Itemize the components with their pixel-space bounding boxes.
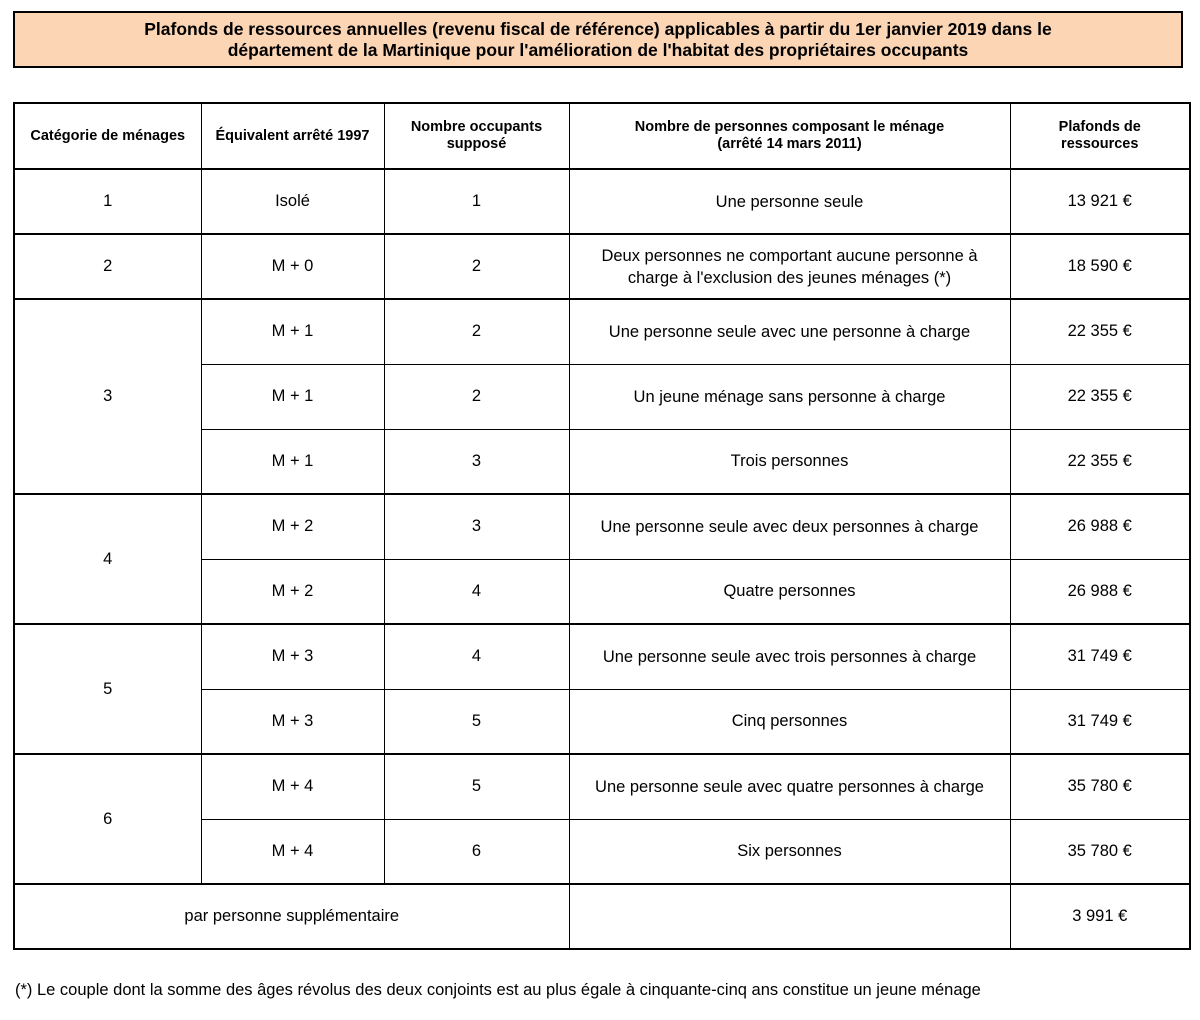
description-cell: Une personne seule avec quatre personnes à charge: [569, 754, 1010, 819]
category-cell: 1: [14, 169, 201, 234]
table-row: [14, 169, 1190, 234]
equivalent-cell: M + 3: [201, 689, 384, 754]
occupants-cell: 2: [384, 364, 569, 429]
description-cell: Une personne seule: [569, 169, 1010, 234]
header-equivalent: Équivalent arrêté 1997: [201, 103, 384, 169]
plafond-cell: 31 749 €: [1010, 624, 1190, 689]
category-cell: 4: [14, 494, 201, 624]
description-line-1: Deux personnes ne comportant aucune personne à: [601, 246, 978, 265]
occupants-cell: 3: [384, 429, 569, 494]
plafond-cell: 26 988 €: [1010, 559, 1190, 624]
header-occupants-line-2: supposé: [446, 136, 507, 152]
category-cell: 5: [14, 624, 201, 754]
table-header-row: [14, 103, 1190, 169]
occupants-cell: 1: [384, 169, 569, 234]
equivalent-cell: M + 1: [201, 299, 384, 364]
occupants-cell: 3: [384, 494, 569, 559]
description-cell: Trois personnes: [569, 429, 1010, 494]
footnote: (*) Le couple dont la somme des âges révolus des deux conjoints est au plus égale à cinquante-cinq ans constitue un jeune ménage: [15, 981, 981, 999]
plafond-cell: 35 780 €: [1010, 754, 1190, 819]
supplement-row: [14, 884, 1190, 949]
description-line-2: charge à l'exclusion des jeunes ménages (*): [627, 268, 952, 287]
description-cell: Cinq personnes: [569, 689, 1010, 754]
plafond-cell: 18 590 €: [1010, 234, 1190, 299]
occupants-cell: 5: [384, 689, 569, 754]
equivalent-cell: M + 3: [201, 624, 384, 689]
occupants-cell: 6: [384, 819, 569, 884]
header-personnes: [569, 103, 1010, 169]
description-cell: Six personnes: [569, 819, 1010, 884]
table-row: [14, 754, 1190, 819]
plafonds-table: [13, 102, 1191, 950]
table-row: [14, 234, 1190, 299]
title-line-2: département de la Martinique pour l'amélioration de l'habitat des propriétaires occupants: [227, 39, 969, 60]
equivalent-cell: M + 1: [201, 429, 384, 494]
plafond-cell: 35 780 €: [1010, 819, 1190, 884]
equivalent-cell: M + 2: [201, 494, 384, 559]
page-title: [13, 11, 1183, 68]
category-cell: 2: [14, 234, 201, 299]
occupants-cell: 2: [384, 299, 569, 364]
occupants-cell: 5: [384, 754, 569, 819]
occupants-cell: 4: [384, 624, 569, 689]
equivalent-cell: M + 2: [201, 559, 384, 624]
equivalent-cell: M + 0: [201, 234, 384, 299]
header-personnes-line-1: Nombre de personnes composant le ménage: [634, 119, 945, 135]
category-cell: 6: [14, 754, 201, 884]
title-line-1: Plafonds de ressources annuelles (revenu fiscal de référence) applicables à partir du 1er janvier 2019 dans le: [144, 18, 1052, 39]
equivalent-cell: Isolé: [201, 169, 384, 234]
occupants-cell: 4: [384, 559, 569, 624]
description-cell: Une personne seule avec deux personnes à charge: [569, 494, 1010, 559]
description-cell: Une personne seule avec trois personnes à charge: [569, 624, 1010, 689]
plafond-cell: 22 355 €: [1010, 364, 1190, 429]
table-row: [14, 299, 1190, 364]
occupants-cell: 2: [384, 234, 569, 299]
plafond-cell: 22 355 €: [1010, 429, 1190, 494]
header-plafonds: [1010, 103, 1190, 169]
header-plafonds-line-2: ressources: [1061, 136, 1139, 152]
plafond-cell: 26 988 €: [1010, 494, 1190, 559]
description-cell: Un jeune ménage sans personne à charge: [569, 364, 1010, 429]
equivalent-cell: M + 4: [201, 754, 384, 819]
category-cell: 3: [14, 299, 201, 494]
description-cell: Une personne seule avec une personne à charge: [569, 299, 1010, 364]
header-plafonds-line-1: Plafonds de: [1058, 119, 1141, 135]
supplement-label: par personne supplémentaire: [14, 884, 569, 949]
header-occupants: [384, 103, 569, 169]
equivalent-cell: M + 4: [201, 819, 384, 884]
table-row: [14, 494, 1190, 559]
description-cell: Quatre personnes: [569, 559, 1010, 624]
supplement-plafond: 3 991 €: [1010, 884, 1190, 949]
header-personnes-line-2: (arrêté 14 mars 2011): [717, 136, 862, 152]
plafond-cell: 31 749 €: [1010, 689, 1190, 754]
plafond-cell: 22 355 €: [1010, 299, 1190, 364]
equivalent-cell: M + 1: [201, 364, 384, 429]
supplement-empty-cell: [569, 884, 1010, 949]
description-cell: [569, 234, 1010, 299]
header-categorie: Catégorie de ménages: [14, 103, 201, 169]
plafond-cell: 13 921 €: [1010, 169, 1190, 234]
header-occupants-line-1: Nombre occupants: [410, 119, 543, 135]
table-row: [14, 624, 1190, 689]
